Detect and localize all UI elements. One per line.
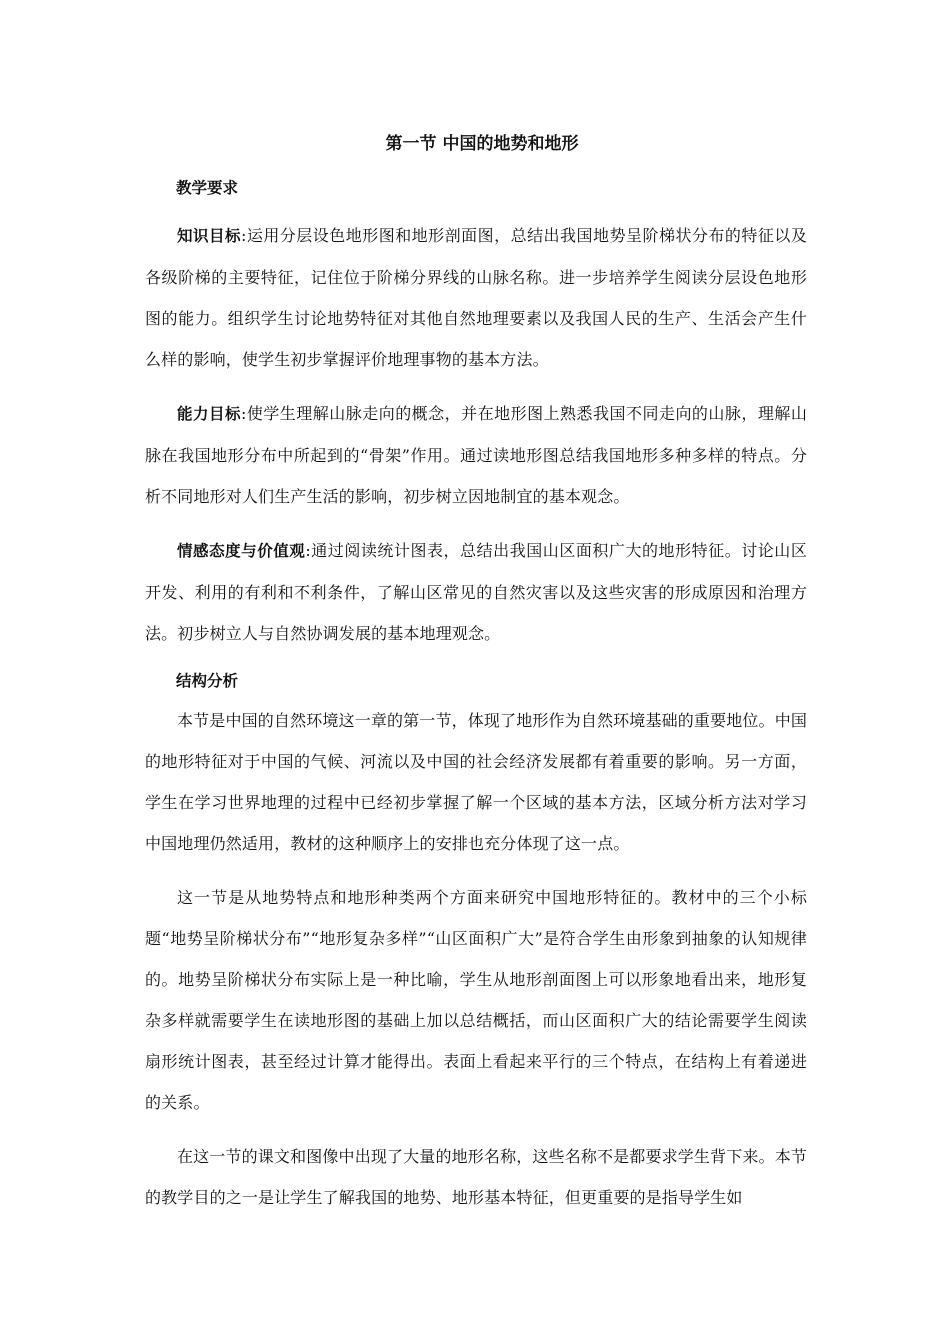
ability-goal-label: 能力目标 (177, 405, 241, 423)
ability-goal-text: :使学生理解山脉走向的概念，并在地形图上熟悉我国不同走向的山脉，理解山脉在我国地形分布中所起到的“骨架”作用。通过读地形图总结我国地形多种多样的特点。分析不同地形对人们生产生活的影响，初步树立因地制宜的基本观念。 (145, 404, 807, 506)
structure-paragraph-2: 这一节是从地势特点和地形种类两个方面来研究中国地形特征的。教材中的三个小标题“地势呈阶梯状分布”“地形复杂多样”“山区面积广大”是符合学生由形象到抽象的认知规律的。地势呈阶梯状分布实际上是一种比喻，学生从地形剖面图上可以形象地看出来，地形复杂多样就需要学生在读地形图的基础上加以总结概括，而山区面积广大的结论需要学生阅读扇形统计图表，甚至经过计算才能得出。表面上看起来平行的三个特点，在结构上有着递进的关系。 (145, 888, 807, 1112)
knowledge-goal-text: :运用分层设色地形图和地形剖面图，总结出我国地势呈阶梯状分布的特征以及各级阶梯的主要特征，记住位于阶梯分界线的山脉名称。进一步培养学生阅读分层设色地形图的能力。组织学生讨论地势特征对其他自然地理要素以及我国人民的生产、生活会产生什么样的影响，使学生初步掌握评价地理事物的基本方法。 (145, 226, 807, 369)
structure-paragraph-1: 本节是中国的自然环境这一章的第一节，体现了地形作为自然环境基础的重要地位。中国的地形特征对于中国的气候、河流以及中国的社会经济发展都有着重要的影响。另一方面，学生在学习世界地理的过程中已经初步掌握了解一个区域的基本方法，区域分析方法对学习中国地理仍然适用，教材的这种顺序上的安排也充分体现了这一点。 (145, 711, 807, 853)
attitude-goal-text: :通过阅读统计图表，总结出我国山区面积广大的地形特征。讨论山区开发、利用的有利和不利条件，了解山区常见的自然灾害以及这些灾害的形成原因和治理方法。初步树立人与自然协调发展的基本地理观念。 (145, 541, 807, 643)
section-heading-requirements: 教学要求 (176, 179, 239, 197)
knowledge-goal-label: 知识目标 (177, 227, 241, 245)
attitude-goal-paragraph (145, 530, 807, 654)
knowledge-goal-paragraph (145, 215, 807, 380)
page-title: 第一节 中国的地势和地形 (385, 134, 579, 154)
structure-paragraph-3: 在这一节的课文和图像中出现了大量的地形名称，这些名称不是都要求学生背下来。本节的教学目的之一是让学生了解我国的地势、地形基本特征，但更重要的是指导学生如 (145, 1147, 807, 1207)
ability-goal-paragraph (145, 393, 807, 517)
attitude-goal-label: 情感态度与价值观 (177, 542, 306, 560)
document-page (145, 130, 807, 1231)
section-heading-structure: 结构分析 (176, 672, 239, 690)
